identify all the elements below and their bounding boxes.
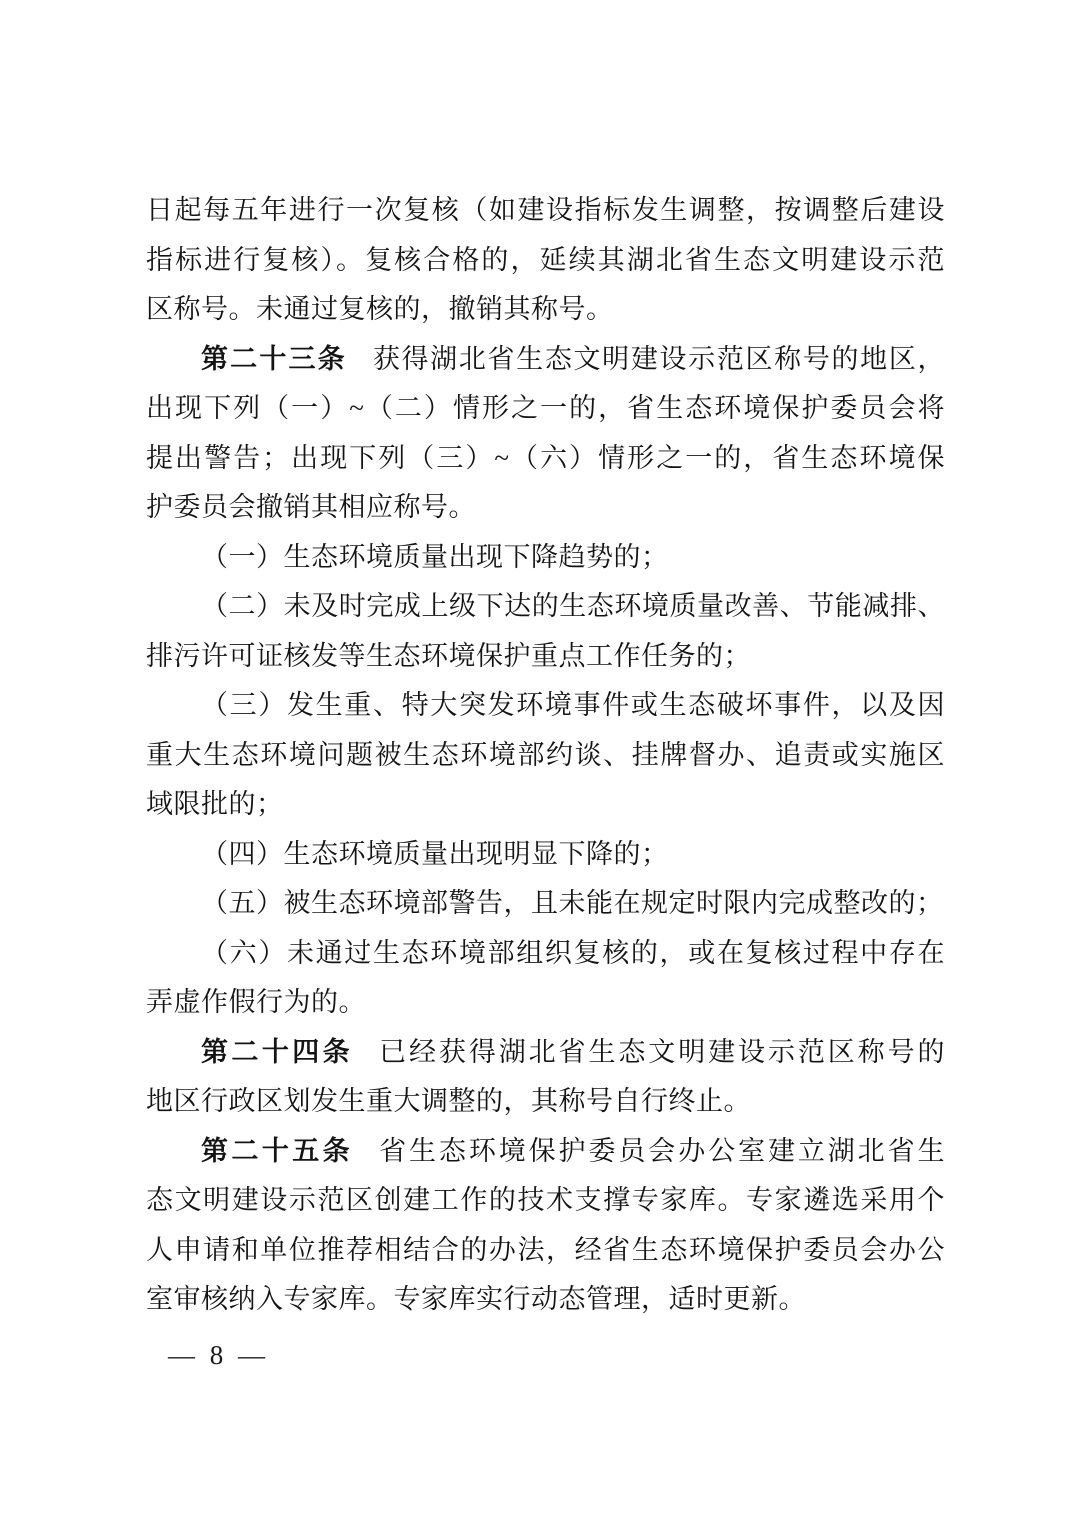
text-line: 护委员会撤销其相应称号。	[146, 492, 476, 522]
document-body	[146, 186, 945, 1325]
text-line: 地区行政区划发生重大调整的，其称号自行终止。	[146, 1086, 751, 1116]
text-line: 态文明建设示范区创建工作的技术支撑专家库。专家遴选采用个	[146, 1185, 945, 1215]
text-line: 弄虚作假行为的。	[146, 987, 366, 1017]
text-line: 人申请和单位推荐相结合的办法，经省生态环境保护委员会办公	[146, 1234, 945, 1265]
text-line: 日起每五年进行一次复核（如建设指标发生调整，按调整后建设	[146, 195, 945, 225]
text-line: 提出警告；出现下列（三）~（六）情形之一的，省生态环境保	[146, 442, 945, 473]
text-line: 室审核纳入专家库。专家库实行动态管理，适时更新。	[146, 1284, 806, 1314]
text-line: 排污许可证核发等生态环境保护重点工作任务的；	[146, 640, 751, 671]
text-line: （二）未及时完成上级下达的生态环境质量改善、节能减排、	[201, 591, 945, 621]
text-line: （四）生态环境质量出现明显下降的；	[201, 838, 669, 869]
article-number: 第二十五条	[201, 1135, 354, 1166]
article-number: 第二十四条	[201, 1036, 354, 1067]
text-line: 第二十三条 获得湖北省生态文明建设示范区称号的地区，	[201, 343, 946, 374]
text-line: 区称号。未通过复核的，撤销其称号。	[146, 294, 614, 324]
text-line: 域限批的；	[146, 789, 284, 819]
text-line: （三）发生重、特大突发环境事件或生态破坏事件，以及因	[201, 690, 945, 720]
text-line: 重大生态环境问题被生态环境部约谈、挂牌督办、追责或实施区	[146, 739, 945, 770]
page-footer	[168, 1340, 269, 1371]
text-line: 出现下列（一）~（二）情形之一的，省生态环境保护委员会将	[146, 393, 945, 423]
text-line: （六）未通过生态环境部组织复核的，或在复核过程中存在	[201, 937, 945, 968]
text-line: 第二十五条 省生态环境保护委员会办公室建立湖北省生	[201, 1135, 946, 1166]
text-line: （五）被生态环境部警告，且未能在规定时限内完成整改的；	[201, 888, 944, 918]
page-number: — 8 —	[168, 1340, 269, 1370]
text-line: 指标进行复核）。复核合格的，延续其湖北省生态文明建设示范	[146, 244, 945, 275]
article-number: 第二十三条	[201, 343, 347, 374]
text-line: 第二十四条 已经获得湖北省生态文明建设示范区称号的	[201, 1036, 946, 1067]
text-line: （一）生态环境质量出现下降趋势的；	[201, 541, 669, 572]
